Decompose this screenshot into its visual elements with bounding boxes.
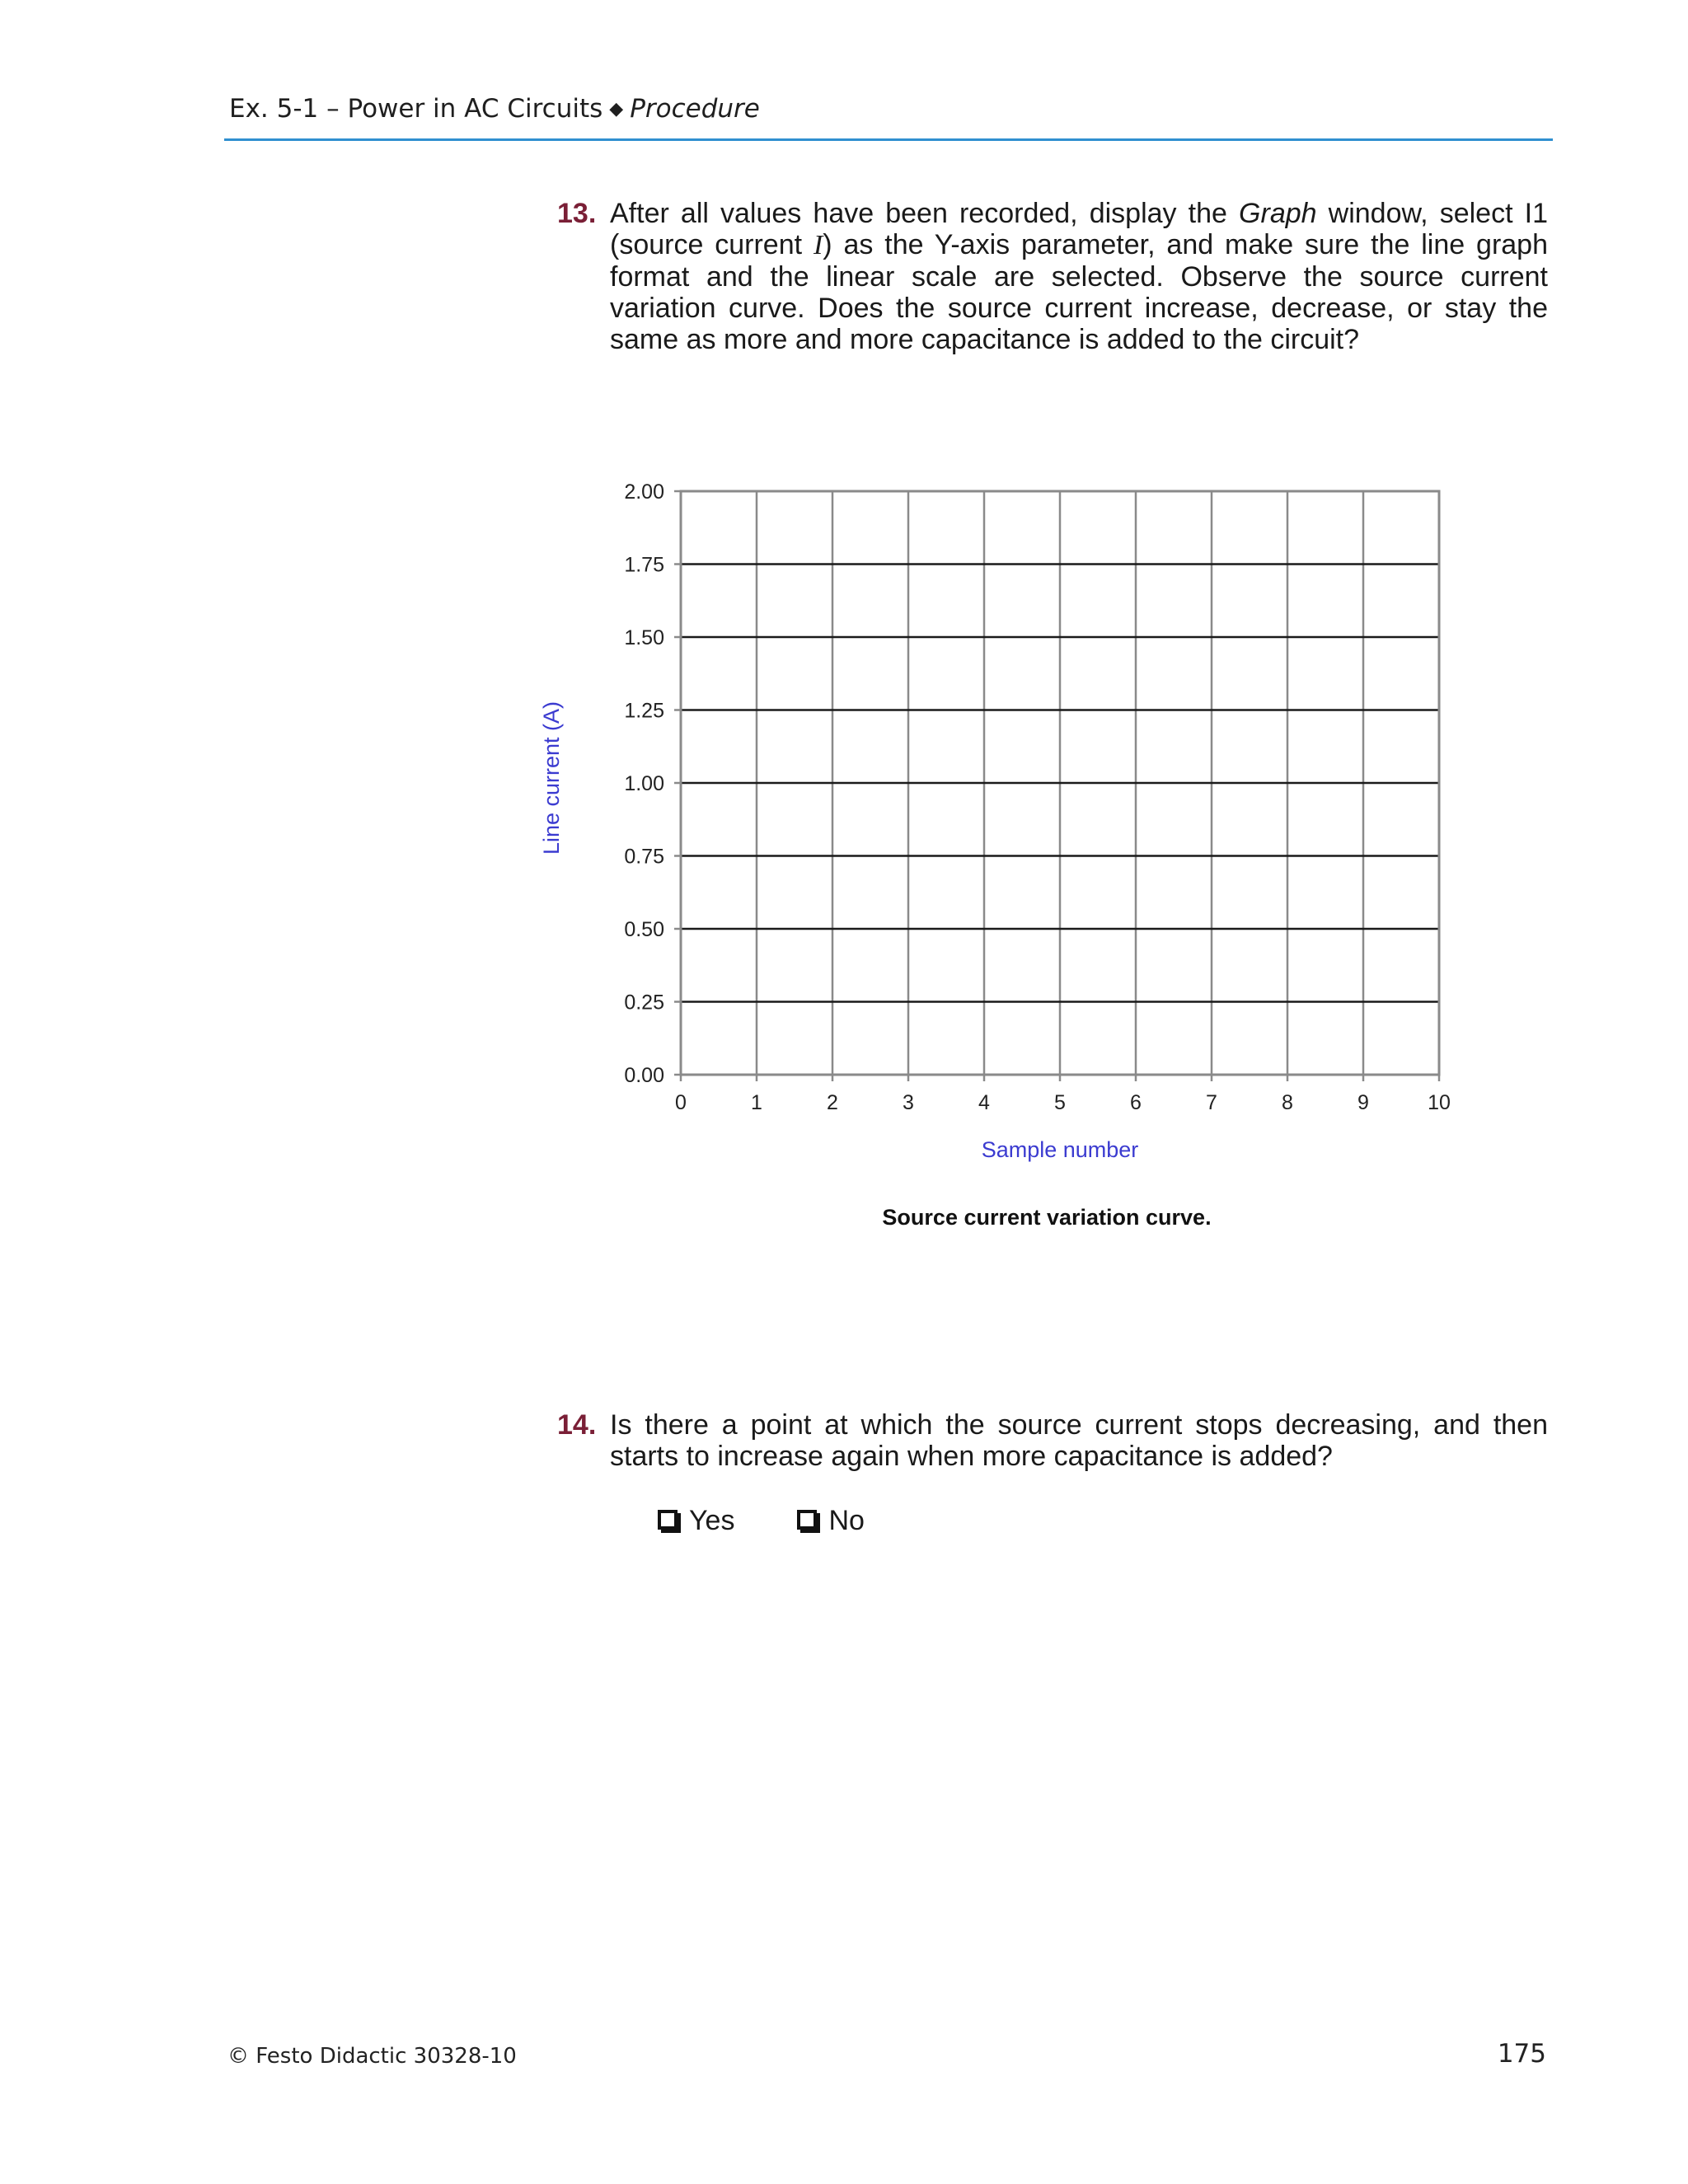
- step-number: 14.: [557, 1409, 597, 1441]
- step-text-part: After all values have been recorded, display the: [610, 198, 1240, 229]
- chart-caption: Source current variation curve.: [882, 1205, 1212, 1230]
- diamond-separator-icon: ◆: [609, 99, 624, 120]
- y-tick-label: 2.00: [624, 480, 664, 504]
- x-tick-label: 1: [751, 1091, 762, 1114]
- x-tick-label: 4: [978, 1091, 990, 1114]
- step-text: [610, 198, 1548, 355]
- step-text: Is there a point at which the source current stops decreasing, and then starts to increase again when more capacitance is added?: [610, 1409, 1548, 1472]
- running-header: [229, 94, 1548, 124]
- x-tick-label: 5: [1054, 1091, 1066, 1114]
- x-tick-label: 6: [1130, 1091, 1142, 1114]
- y-tick-label: 0.00: [624, 1064, 664, 1087]
- y-tick-label: 1.25: [624, 699, 664, 723]
- x-axis-label: Sample number: [981, 1137, 1139, 1162]
- x-tick-label: 3: [903, 1091, 914, 1114]
- option-no[interactable]: [797, 1505, 864, 1537]
- x-tick-label: 9: [1357, 1091, 1369, 1114]
- option-no-label: No: [828, 1505, 865, 1536]
- x-tick-label: 2: [827, 1091, 838, 1114]
- exercise-title: Ex. 5-1 – Power in AC Circuits: [229, 94, 603, 124]
- y-tick-label: 0.75: [624, 845, 664, 869]
- step-text-part: window, select I1 (source current: [610, 198, 1548, 260]
- y-axis-label: Line current (A): [539, 701, 564, 855]
- x-tick-label: 10: [1428, 1091, 1451, 1114]
- copyright: © Festo Didactic 30328-10: [227, 2044, 517, 2069]
- y-tick-label: 0.25: [624, 991, 664, 1015]
- x-tick-label: 8: [1282, 1091, 1293, 1114]
- header-rule: [224, 138, 1553, 141]
- x-tick-label: 7: [1206, 1091, 1217, 1114]
- answer-options: [658, 1505, 865, 1537]
- step-text-part: ) as the Y-axis parameter, and make sure the line graph format and the linear scale are selected. Observe the source current variation curve. Does the source current increase, decrease, or stay the same as more and more capacitance is added to the circuit?: [610, 229, 1548, 355]
- y-tick-label: 1.75: [624, 553, 664, 577]
- x-tick-label: 0: [675, 1091, 687, 1114]
- current-variable: I: [813, 230, 823, 260]
- y-tick-label: 1.50: [624, 626, 664, 649]
- step-13: [557, 198, 1548, 355]
- section-name: Procedure: [630, 94, 760, 124]
- source-current-chart: [528, 470, 1500, 1195]
- graph-window-term: Graph: [1239, 198, 1317, 229]
- y-tick-label: 0.50: [624, 918, 664, 941]
- checkbox-icon[interactable]: [797, 1510, 817, 1530]
- checkbox-icon[interactable]: [658, 1510, 678, 1530]
- page-number: 175: [1497, 2039, 1546, 2069]
- step-14: [557, 1409, 1548, 1472]
- y-tick-label: 1.00: [624, 772, 664, 795]
- option-yes-label: Yes: [689, 1505, 735, 1536]
- option-yes[interactable]: [658, 1505, 734, 1537]
- step-number: 13.: [557, 198, 597, 229]
